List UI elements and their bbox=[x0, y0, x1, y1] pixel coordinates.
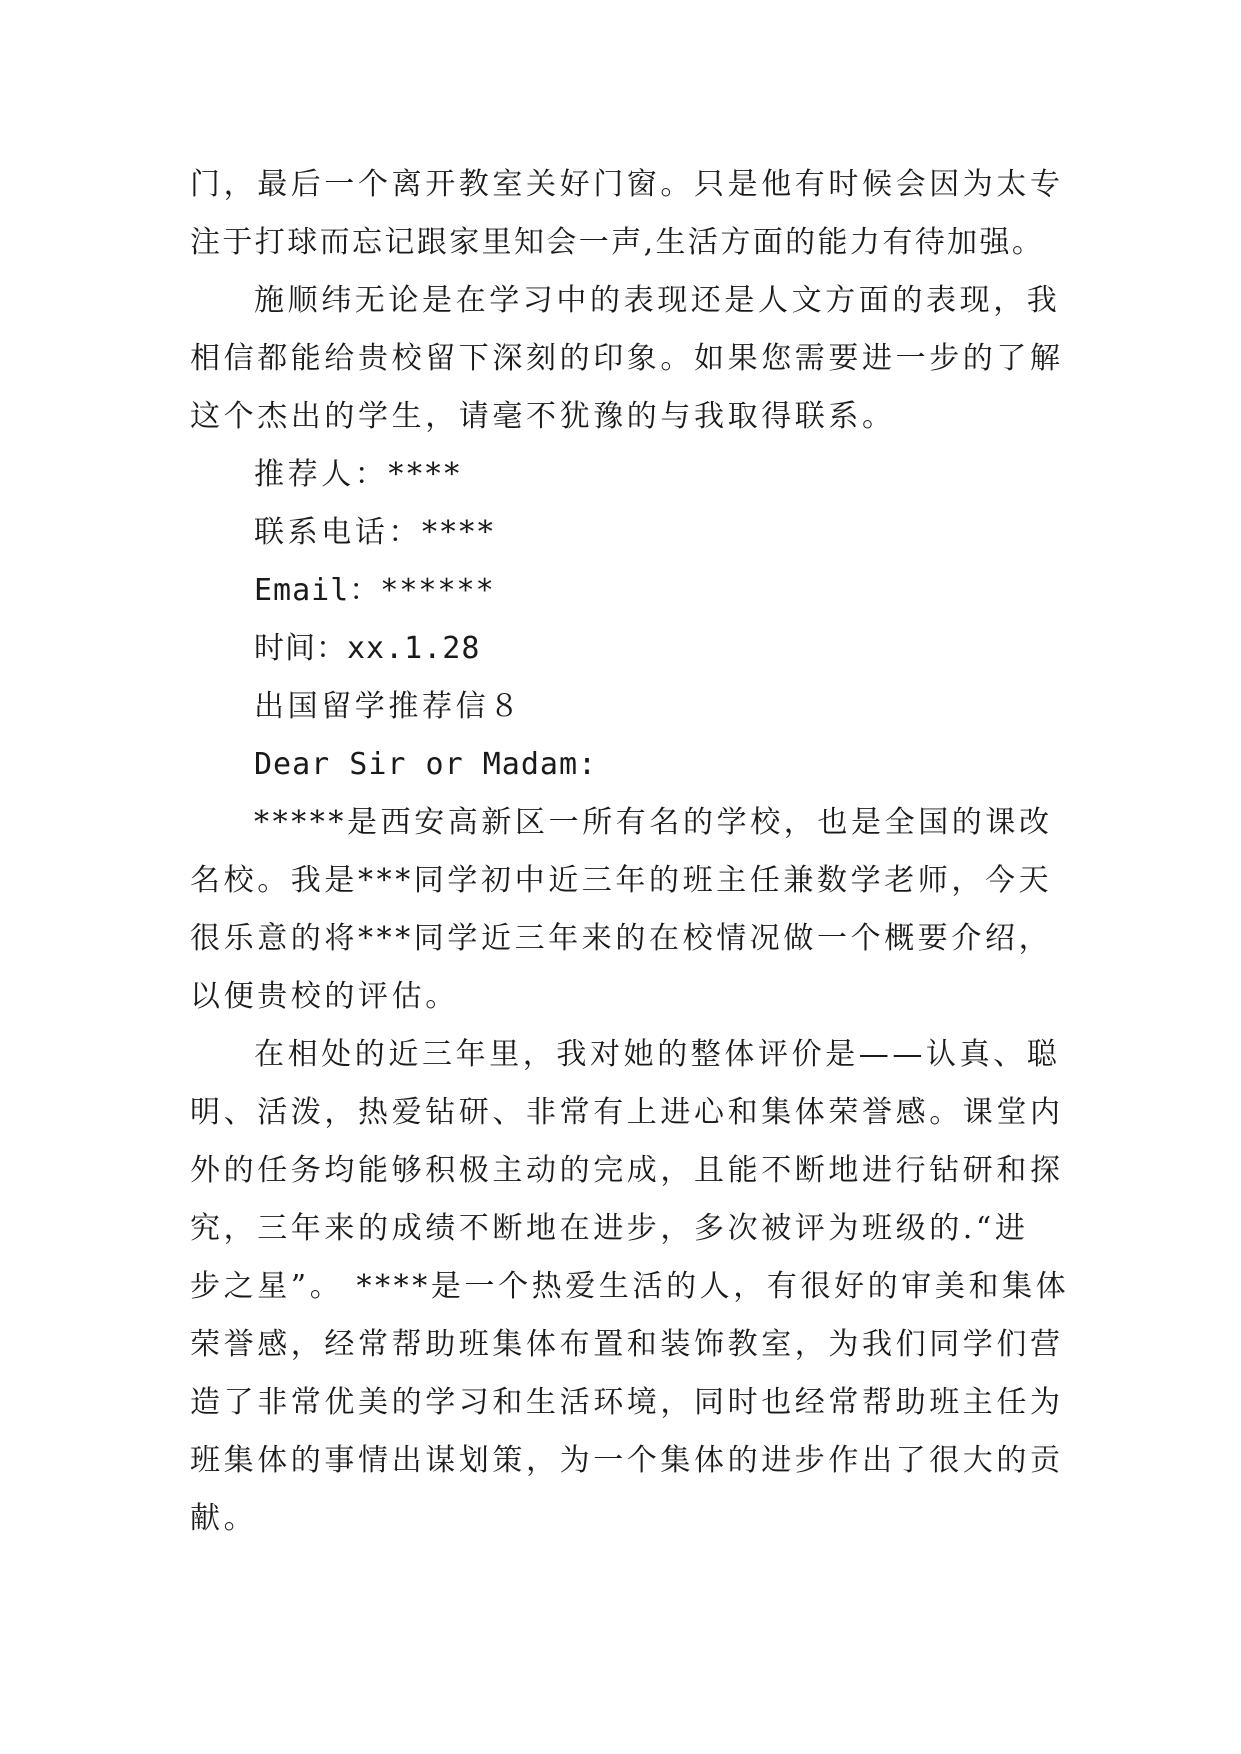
paragraph-line: 这个杰出的学生，请毫不犹豫的与我取得联系。 bbox=[190, 399, 896, 434]
paragraph-line: 外的任务均能够积极主动的完成，且能不断地进行钻研和探 bbox=[190, 1153, 1064, 1188]
date-line: 时间：xx.1.28 bbox=[254, 631, 481, 666]
paragraph-line: 以便贵校的评估。 bbox=[190, 979, 459, 1014]
paragraph-line: 造了非常优美的学习和生活环境，同时也经常帮助班主任为 bbox=[190, 1385, 1064, 1420]
paragraph-line: 明、活泼，热爱钻研、非常有上进心和集体荣誉感。课堂内 bbox=[190, 1095, 1064, 1130]
paragraph-line: 施顺纬无论是在学习中的表现还是人文方面的表现，我 bbox=[254, 283, 1061, 318]
paragraph-line: *****是西安高新区一所有名的学校，也是全国的课改 bbox=[254, 805, 1053, 840]
paragraph-line: 荣誉感，经常帮助班集体布置和装饰教室，为我们同学们营 bbox=[190, 1327, 1064, 1362]
paragraph-line: 究，三年来的成绩不断地在进步，多次被评为班级的.“进 bbox=[190, 1211, 1029, 1246]
email-line: Email：****** bbox=[254, 573, 495, 608]
paragraph-line: 名校。我是***同学初中近三年的班主任兼数学老师，今天 bbox=[190, 863, 1053, 898]
phone-line: 联系电话：**** bbox=[254, 515, 497, 550]
recommender-line: 推荐人：**** bbox=[254, 457, 463, 492]
section-title: 出国留学推荐信８ bbox=[254, 689, 523, 724]
paragraph-line: 在相处的近三年里，我对她的整体评价是——认真、聪 bbox=[254, 1037, 1061, 1072]
salutation: Dear Sir or Madam: bbox=[254, 747, 598, 782]
paragraph-line: 相信都能给贵校留下深刻的印象。如果您需要进一步的了解 bbox=[190, 341, 1064, 376]
paragraph-line: 门，最后一个离开教室关好门窗。只是他有时候会因为太专 bbox=[190, 167, 1064, 202]
paragraph-line: 步之星”。 ****是一个热爱生活的人，有很好的审美和集体 bbox=[190, 1269, 1070, 1304]
paragraph-line: 献。 bbox=[190, 1501, 258, 1536]
paragraph-line: 很乐意的将***同学近三年来的在校情况做一个概要介绍， bbox=[190, 921, 1053, 956]
paragraph-line: 班集体的事情出谋划策，为一个集体的进步作出了很大的贡 bbox=[190, 1443, 1064, 1478]
paragraph-line: 注于打球而忘记跟家里知会一声,生活方面的能力有待加强。 bbox=[190, 225, 1045, 260]
